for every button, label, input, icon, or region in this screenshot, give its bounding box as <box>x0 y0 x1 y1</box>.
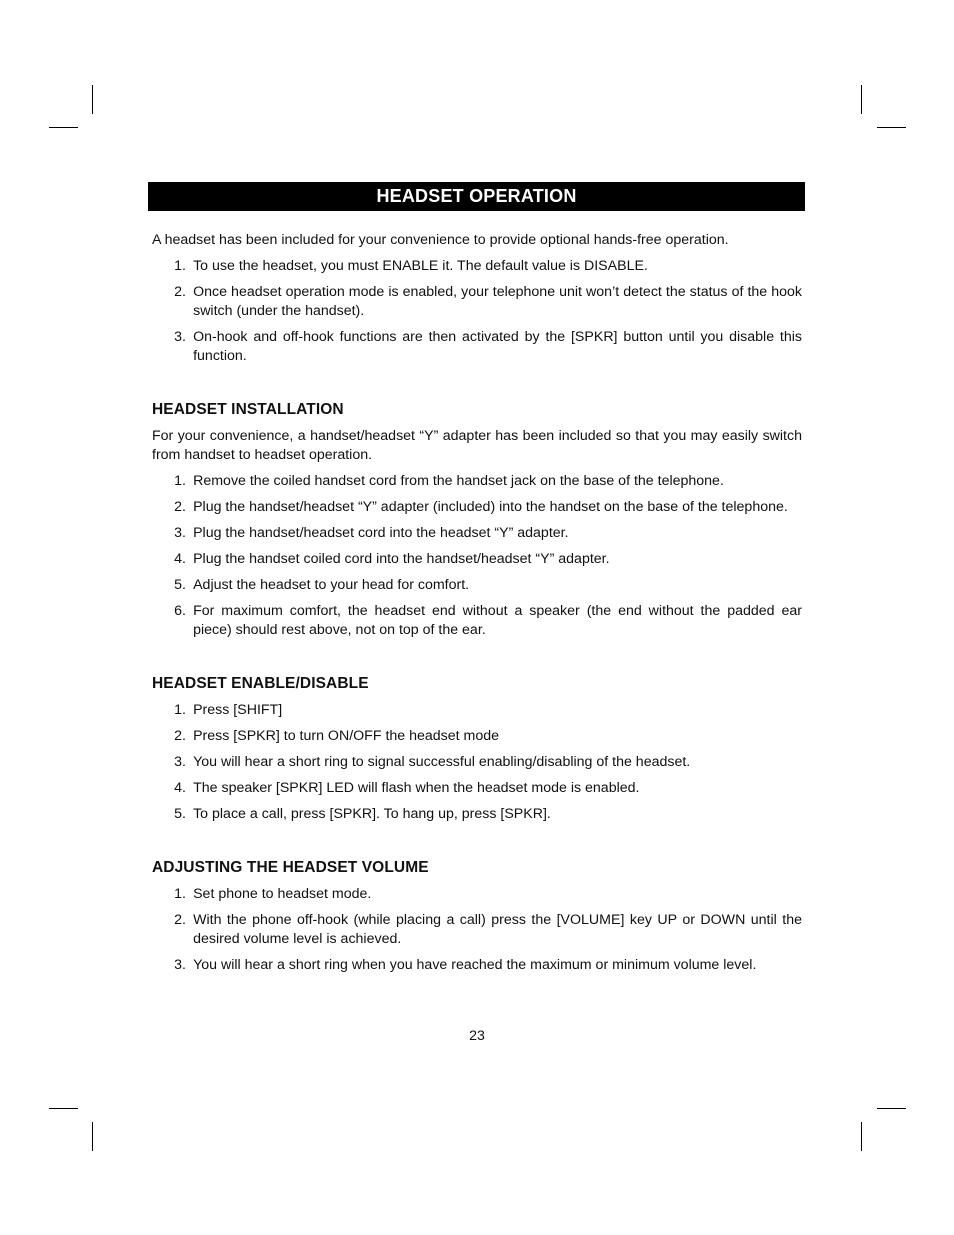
section-installation <box>152 400 802 640</box>
list-item: 2. Once headset operation mode is enabled, your telephone unit won’t detect the status of the hook switch (under the handset). <box>174 284 802 319</box>
section-enable-disable <box>152 674 802 824</box>
volume-steps <box>152 885 802 975</box>
list-item: 1. To use the headset, you must ENABLE it. The default value is DISABLE. <box>174 258 648 274</box>
installation-steps <box>152 472 802 640</box>
page-content <box>152 182 802 975</box>
page-title: HEADSET OPERATION <box>148 182 805 211</box>
crop-mark <box>49 127 78 128</box>
section-volume <box>152 858 802 975</box>
intro-paragraph: A headset has been included for your convenience to provide optional hands-free operation. <box>152 232 729 248</box>
list-item: 3. You will hear a short ring to signal successful enabling/disabling of the headset. <box>174 754 691 770</box>
list-item: 6. For maximum comfort, the headset end without a speaker (the end without the padded ear piece) should rest above, not on top of the ear. <box>174 603 802 638</box>
crop-mark <box>49 1108 78 1109</box>
list-item: 2. Press [SPKR] to turn ON/OFF the headset mode <box>174 728 500 744</box>
list-item: 1. Set phone to headset mode. <box>174 886 372 902</box>
crop-mark <box>861 85 862 114</box>
crop-mark <box>861 1122 862 1151</box>
list-item: 3. You will hear a short ring when you have reached the maximum or minimum volume level. <box>174 957 757 973</box>
list-item: 4. The speaker [SPKR] LED will flash when the headset mode is enabled. <box>174 780 640 796</box>
list-item: 3. Plug the handset/headset cord into the headset “Y” adapter. <box>174 525 569 541</box>
list-item: 5. To place a call, press [SPKR]. To hang up, press [SPKR]. <box>174 806 551 822</box>
section-heading: ADJUSTING THE HEADSET VOLUME <box>152 859 429 876</box>
list-item: 1. Press [SHIFT] <box>174 702 283 718</box>
section-heading: HEADSET ENABLE/DISABLE <box>152 675 369 692</box>
intro-steps <box>152 257 802 366</box>
list-item: 2. Plug the handset/headset “Y” adapter (included) into the handset on the base of the telephone. <box>174 499 788 515</box>
list-item: 4. Plug the handset coiled cord into the handset/headset “Y” adapter. <box>174 551 610 567</box>
section-heading: HEADSET INSTALLATION <box>152 401 344 418</box>
enable-disable-steps <box>152 701 802 824</box>
crop-mark <box>877 127 906 128</box>
list-item: 1. Remove the coiled handset cord from the handset jack on the base of the telephone. <box>174 473 724 489</box>
crop-mark <box>92 1122 93 1151</box>
crop-mark <box>92 85 93 114</box>
list-item: 5. Adjust the headset to your head for comfort. <box>174 577 470 593</box>
section-paragraph: For your convenience, a handset/headset “Y” adapter has been included so that you may easily switch from handset to headset operation. <box>152 428 802 463</box>
list-item: 2. With the phone off-hook (while placing a call) press the [VOLUME] key UP or DOWN until the desired volume level is achieved. <box>174 912 802 947</box>
crop-mark <box>877 1108 906 1109</box>
page-number: 23 <box>469 1028 485 1044</box>
list-item: 3. On-hook and off-hook functions are then activated by the [SPKR] button until you disable this function. <box>174 329 802 364</box>
